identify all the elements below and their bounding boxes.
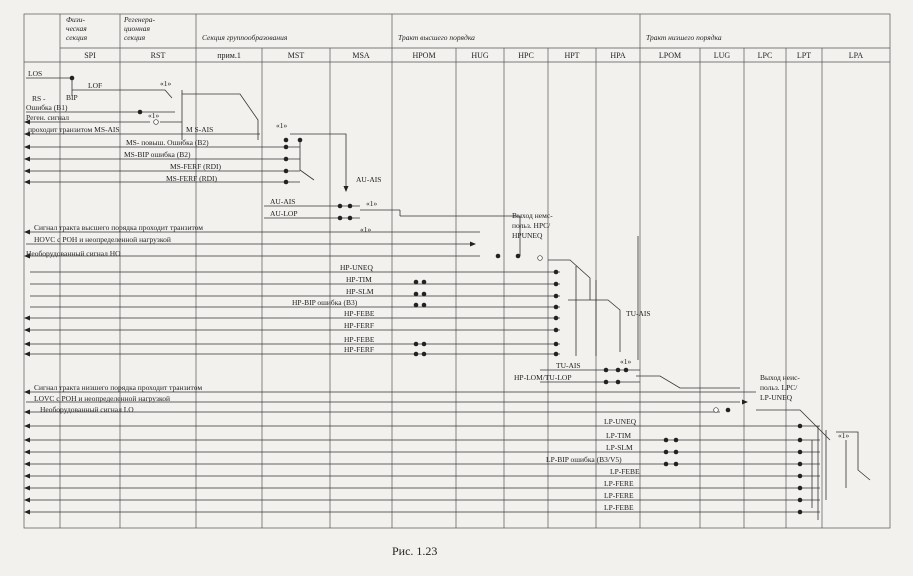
label-lp-unused: польз. LPC/ (760, 383, 798, 392)
label-los: LOS (28, 69, 43, 78)
arrow-left-icon (24, 180, 30, 185)
column-header-rst: RST (150, 51, 166, 60)
arrow-left-icon (24, 169, 30, 174)
label-rs-error: Ошибка (B1) (26, 103, 68, 112)
junction-dot (554, 352, 559, 357)
column-header-mst: MST (287, 51, 305, 60)
wire (290, 134, 346, 186)
label-lo-transit: LOVC с POH и неопределенной нагрузкой (34, 394, 171, 403)
column-header-msa: MSA (352, 51, 370, 60)
label-regen-signal: Реген. сигнал (26, 113, 70, 122)
column-header-hug: HUG (471, 51, 489, 60)
header-ho: Тракт высшего порядка (398, 33, 475, 42)
arrow-left-icon (24, 390, 30, 395)
junction-dot (414, 352, 419, 357)
junction-dot (664, 462, 669, 467)
arrow-left-icon (24, 498, 30, 503)
arrow-left-icon (24, 145, 30, 150)
arrow-left-icon (24, 342, 30, 347)
junction-dot (664, 450, 669, 455)
junction-dot (284, 145, 289, 150)
inverter-circle (154, 120, 159, 125)
label-lp-signal: LP-SLM (606, 443, 633, 452)
junction-dot (414, 280, 419, 285)
junction-dot (554, 282, 559, 287)
label-hp-signal: HP-FERF (344, 321, 375, 330)
label-hp-lom-tu-lop: HP-LOM/TU-LOP (514, 373, 572, 382)
label-ms-ferf-rdi: MS-FERF (RDI) (166, 174, 218, 183)
arrow-right-icon (742, 400, 748, 405)
label-lp-unused: LP-UNEQ (760, 393, 793, 402)
junction-dot (624, 368, 629, 373)
or-gate-label: «1» (160, 79, 172, 88)
or-gate-label: «1» (360, 225, 372, 234)
table-frame (24, 14, 890, 528)
figure-caption: Рис. 1.23 (392, 544, 438, 558)
junction-dot (554, 328, 559, 333)
label-ms-bip-error: MS-BIP ошибка (B2) (124, 150, 191, 159)
column-header-hpom: HPOM (412, 51, 436, 60)
label-ms-excessive-error: MS- повыш. Ошибка (B2) (126, 138, 209, 147)
junction-dot (284, 180, 289, 185)
junction-dot (414, 342, 419, 347)
label-lo-transit: Сигнал тракта низшего порядка проходит транзитом (34, 383, 203, 392)
column-header-lpt: LPT (796, 51, 812, 60)
junction-dot (604, 380, 609, 385)
junction-dot (674, 462, 679, 467)
arrow-left-icon (24, 462, 30, 467)
junction-dot (798, 424, 803, 429)
junction-dot (616, 368, 621, 373)
label-ms-ferf-rdi: MS-FERF (RDI) (170, 162, 222, 171)
label-rs-error: RS - (32, 94, 46, 103)
label-hp-unused: HPUNEQ (512, 231, 543, 240)
junction-dot (414, 292, 419, 297)
arrow-left-icon (24, 328, 30, 333)
label-lp-signal: LP-FERE (604, 479, 634, 488)
or-gate-label: «1» (838, 431, 850, 440)
junction-dot (798, 510, 803, 515)
arrow-left-icon (24, 474, 30, 479)
label-hp-signal: HP-SLM (346, 287, 374, 296)
arrow-left-icon (24, 410, 30, 415)
junction-dot (422, 280, 427, 285)
header-phys: ческая (66, 24, 87, 33)
label-lof: LOF (88, 81, 103, 90)
column-header-lpa: LPA (848, 51, 864, 60)
label-bip: BIP (66, 93, 78, 102)
junction-dot (284, 138, 289, 143)
column-header-hpc: HPC (518, 51, 534, 60)
arrow-left-icon (24, 424, 30, 429)
diagram-labels (26, 15, 863, 512)
column-header-lpc: LPC (757, 51, 773, 60)
junction-dot (338, 216, 343, 221)
junction-dot (138, 110, 143, 115)
arrow-left-icon (24, 352, 30, 357)
junction-dot (674, 438, 679, 443)
label-ms-ais: M S-AIS (186, 125, 214, 134)
wire (150, 90, 172, 98)
label-lp-signal: LP-TIM (606, 431, 631, 440)
header-regen: Регенера- (124, 15, 155, 24)
wire (548, 260, 590, 300)
or-gate-label: «1» (620, 357, 632, 366)
label-ho-unequipped: Необорудованный сигнал HO (26, 249, 121, 258)
table-grid (24, 14, 890, 528)
junction-dot (616, 380, 621, 385)
junction-dot (664, 438, 669, 443)
junction-dot (604, 368, 609, 373)
junction-dot (554, 270, 559, 275)
label-tu-ais-output: TU-AIS (626, 309, 651, 318)
junction-dot (726, 408, 731, 413)
label-lp-signal: LP-FEBE (610, 467, 640, 476)
label-lp-signal: LP-FEBE (604, 503, 634, 512)
header-phys: Физи- (66, 15, 85, 24)
label-lp-signal: LP-FERE (604, 491, 634, 500)
junction-dot (284, 169, 289, 174)
wire (300, 140, 314, 180)
header-regen: секция (124, 33, 146, 42)
header-phys: секция (66, 33, 88, 42)
label-hp-signal: HP-TIM (346, 275, 372, 284)
junction-dot (554, 294, 559, 299)
label-ms-ais-transit: проходит транзитом MS-AIS (28, 125, 120, 134)
label-hp-signal: HP-BIP ошибка (B3) (292, 298, 358, 307)
arrow-left-icon (24, 438, 30, 443)
label-au-ais: AU-AIS (270, 197, 296, 206)
label-ho-transit: Сигнал тракта высшего порядка проходит транзитом (34, 223, 204, 232)
or-gate-label: «1» (276, 121, 288, 130)
junction-dot (554, 305, 559, 310)
arrow-left-icon (24, 316, 30, 321)
column-header-lpom: LPOM (658, 51, 682, 60)
junction-dot (284, 157, 289, 162)
arrow-down-icon (344, 186, 349, 192)
or-gate-label: «1» (366, 199, 378, 208)
label-lp-signal: LP-BIP ошибка (B3/V5) (546, 455, 622, 464)
arrow-left-icon (24, 157, 30, 162)
junction-dot (798, 486, 803, 491)
junction-dot (338, 204, 343, 209)
junction-dot (554, 316, 559, 321)
wire (636, 376, 740, 388)
junction-dot (798, 462, 803, 467)
junction-dot (422, 342, 427, 347)
junction-dot (496, 254, 501, 259)
column-header-hpt: HPT (564, 51, 580, 60)
junction-dot (422, 303, 427, 308)
junction-dot (554, 342, 559, 347)
column-header-hpa: HPA (610, 51, 626, 60)
column-header-spi: SPI (84, 51, 96, 60)
arrow-right-icon (470, 242, 476, 247)
column-header-1: прим.1 (217, 51, 241, 60)
junction-dot (798, 474, 803, 479)
arrow-left-icon (24, 486, 30, 491)
junction-dot (348, 204, 353, 209)
arrow-left-icon (24, 450, 30, 455)
header-lo: Тракт низшего порядка (646, 33, 722, 42)
column-header-lug: LUG (713, 51, 731, 60)
junction-dot (70, 76, 75, 81)
label-au-lop: AU-LOP (270, 209, 298, 218)
label-hp-unused: Выход немс- (512, 211, 553, 220)
inverter-circle (538, 256, 543, 261)
junction-dot (414, 303, 419, 308)
label-au-ais-output: AU-AIS (356, 175, 382, 184)
inverter-circle (714, 408, 719, 413)
junction-dot (348, 216, 353, 221)
or-gate-label: «1» (148, 111, 160, 120)
label-hp-unused: польз. HPC/ (512, 221, 551, 230)
junction-dot (422, 352, 427, 357)
label-lo-unequipped: Необорудованный сигнал LO (40, 405, 134, 414)
junction-dot (798, 438, 803, 443)
arrow-left-icon (24, 230, 30, 235)
label-lp-signal: LP-UNEQ (604, 417, 637, 426)
arrow-left-icon (24, 510, 30, 515)
wire (756, 410, 830, 440)
header-group: Секция группообразования (202, 33, 288, 42)
label-lp-unused: Выход неис- (760, 373, 800, 382)
label-tu-ais: TU-AIS (556, 361, 581, 370)
junction-dot (516, 254, 521, 259)
junction-dot (422, 292, 427, 297)
header-regen: ционная (124, 24, 150, 33)
junction-dot (798, 498, 803, 503)
junction-dot (298, 138, 303, 143)
label-hp-signal: HP-FEBE (344, 309, 375, 318)
label-ho-transit: HOVC с POH и неопределенной нагрузкой (34, 235, 171, 244)
junction-dot (798, 450, 803, 455)
label-hp-signal: HP-UNEQ (340, 263, 373, 272)
label-hp-signal: HP-FERF (344, 345, 375, 354)
junction-dot (674, 450, 679, 455)
label-hp-signal: HP-FEBE (344, 335, 375, 344)
